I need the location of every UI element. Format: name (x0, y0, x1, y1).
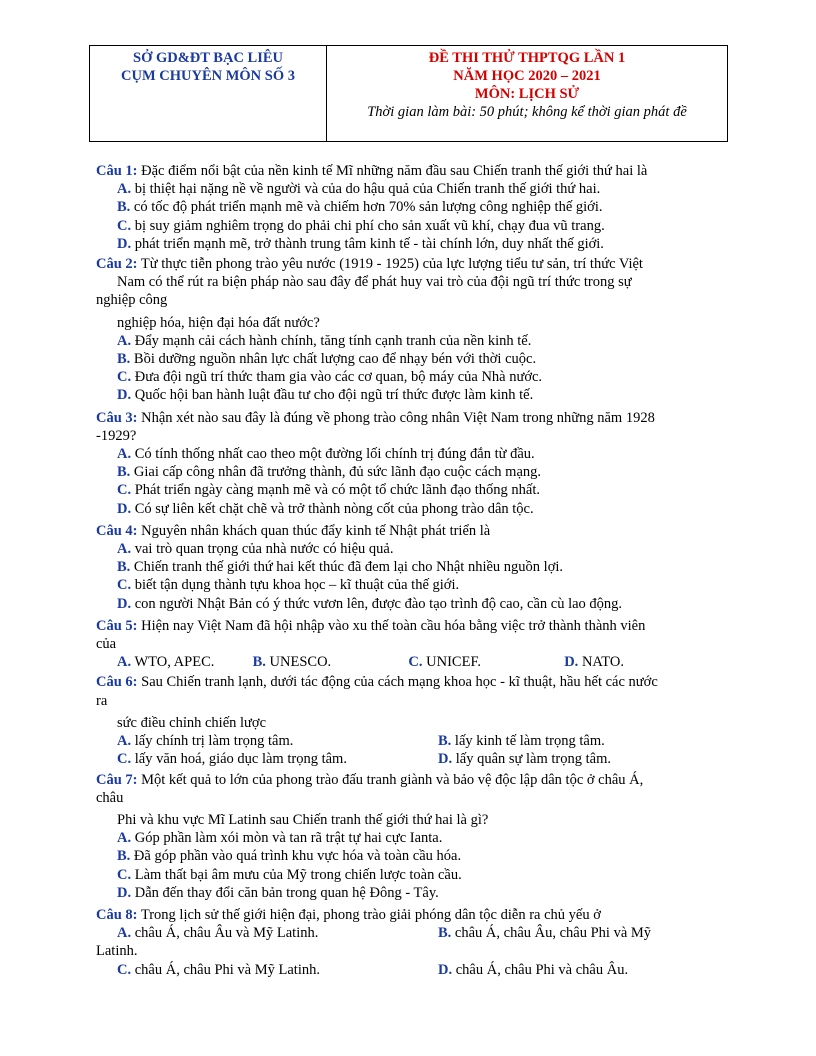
option-text: Đã góp phần vào quá trình khu vực hóa và toàn cầu hóa. (133, 848, 462, 865)
option-label: D. (564, 654, 579, 671)
question-text: Nhận xét nào sau đây là đúng về phong trào công nhân Việt Nam trong những năm 1928 (141, 409, 655, 426)
question-text-line: châu (96, 789, 124, 806)
option-text: có tốc độ phát triển mạnh mẽ và chiếm hơn 70% sản lượng công nghiệp thế giới. (133, 199, 603, 216)
exam-info (327, 46, 727, 141)
question-stem (96, 771, 720, 789)
question-number: Câu 5: (96, 617, 138, 634)
option-text: Phát triển ngày càng mạnh mẽ và có một tổ chức lãnh đạo thống nhất. (134, 482, 541, 499)
option-text: Đẩy mạnh cải cách hành chính, tăng tính cạnh tranh của nền kinh tế. (134, 332, 532, 349)
option-text: Dẫn đến thay đổi căn bản trong quan hệ Đông - Tây. (134, 884, 439, 901)
option-text: Chiến tranh thế giới thứ hai kết thúc đã đem lại cho Nhật nhiều nguồn lợi. (133, 559, 564, 576)
option-label: C. (117, 369, 132, 386)
question-text-line: Nam có thể rút ra biện pháp nào sau đây để phát huy vai trò của đội ngũ trí thức trong sự (117, 274, 632, 291)
option-text: NATO. (581, 654, 624, 671)
option-a (96, 924, 438, 942)
question-number: Câu 2: (96, 256, 138, 273)
option-label: C. (117, 217, 132, 234)
question-text: Hiện nay Việt Nam đã hội nhập vào xu thế toàn cầu hóa bằng việc trở thành thành viên (141, 617, 646, 634)
department-name: SỞ GD&ĐT BẠC LIÊU (133, 50, 283, 66)
question (96, 673, 720, 768)
option-b (438, 924, 720, 942)
option-d (564, 653, 720, 671)
question (96, 409, 720, 518)
option-label: B. (438, 925, 452, 942)
option-label: D. (117, 884, 132, 901)
option-d (96, 386, 720, 404)
option-c (96, 961, 438, 979)
option-label: C. (117, 751, 132, 768)
option-text: lấy quân sự làm trọng tâm. (455, 751, 611, 768)
option-text: lấy kinh tế làm trọng tâm. (454, 733, 605, 750)
option-c (96, 481, 720, 499)
question (96, 255, 720, 405)
option-text: phát triển mạnh mẽ, trở thành trung tâm kinh tế - tài chính lớn, duy nhất thế giới. (134, 235, 604, 252)
option-text: Có sự liên kết chặt chẽ và trở thành nòng cốt của phong trào dân tộc. (134, 500, 534, 517)
subject: MÔN: LỊCH SỬ (474, 86, 580, 102)
option-b (253, 653, 409, 671)
option-label: D. (117, 235, 132, 252)
option-label: D. (438, 751, 453, 768)
option-text: UNESCO. (269, 654, 332, 671)
question-number: Câu 4: (96, 522, 138, 539)
option-text: châu Á, châu Âu và Mỹ Latinh. (134, 925, 319, 942)
question-text-line: của (96, 636, 117, 653)
option-label: C. (117, 866, 132, 883)
question (96, 617, 720, 672)
option-label: A. (117, 446, 132, 463)
option-b (438, 732, 720, 750)
option-b-wrap: Latinh. (96, 943, 138, 960)
option-text: châu Á, châu Phi và châu Âu. (455, 961, 629, 978)
option-label: B. (252, 654, 266, 671)
option-a (96, 332, 720, 350)
option-b (96, 350, 720, 368)
option-label: B. (117, 464, 131, 481)
option-text: châu Á, châu Âu, châu Phi và Mỹ (454, 925, 652, 942)
question-text-line: nghiệp hóa, hiện đại hóa đất nước? (117, 314, 320, 331)
option-d (438, 750, 720, 768)
option-text: bị suy giảm nghiêm trọng do phải chi phí cho sản xuất vũ khí, chạy đua vũ trang. (134, 217, 605, 234)
option-a (96, 829, 720, 847)
option-d (96, 884, 720, 902)
exam-header (89, 45, 728, 142)
option-label: D. (117, 595, 132, 612)
question-text-line: sức điều chỉnh chiến lược (117, 714, 267, 731)
school-year: NĂM HỌC 2020 – 2021 (453, 68, 601, 84)
option-b (96, 847, 720, 865)
question-stem (96, 906, 720, 924)
option-a (96, 653, 253, 671)
question-list (96, 160, 720, 979)
option-b (96, 198, 720, 216)
option-label: B. (117, 351, 131, 368)
option-b (96, 463, 720, 481)
question (96, 162, 720, 253)
question-text: Nguyên nhân khách quan thúc đẩy kinh tế Nhật phát triển là (141, 522, 491, 539)
option-label: A. (117, 830, 132, 847)
option-label: C. (117, 961, 132, 978)
question-number: Câu 8: (96, 906, 138, 923)
option-row (96, 750, 720, 768)
time-note: Thời gian làm bài: 50 phút; không kể thời gian phát đề (367, 104, 687, 120)
question-number: Câu 1: (96, 163, 138, 179)
question-stem (96, 522, 720, 540)
question-stem (96, 617, 720, 635)
option-b (96, 558, 720, 576)
question-stem (96, 673, 720, 691)
option-c (96, 576, 720, 594)
question-text-line: -1929? (96, 427, 137, 444)
option-text: châu Á, châu Phi và Mỹ Latinh. (134, 961, 320, 978)
option-text: bị thiệt hại nặng nề về người và của do hậu quả của Chiến tranh thế giới thứ hai. (134, 181, 601, 198)
question (96, 906, 720, 979)
option-text: biết tận dụng thành tựu khoa học – kĩ thuật của thế giới. (134, 577, 460, 594)
option-label: B. (117, 199, 131, 216)
question (96, 771, 720, 902)
option-a (96, 180, 720, 198)
question-text: Đặc điểm nổi bật của nền kinh tế Mĩ những năm đầu sau Chiến tranh thế giới thứ hai là (141, 163, 648, 179)
option-text: Làm thất bại âm mưu của Mỹ trong chiến lược toàn cầu. (134, 866, 462, 883)
option-row (96, 653, 720, 671)
question-text-line: Phi và khu vực Mĩ Latinh sau Chiến tranh thế giới thứ hai là gì? (117, 811, 489, 828)
option-label: B. (117, 559, 131, 576)
option-text: Quốc hội ban hành luật đầu tư cho đội ngũ trí thức được làm kinh tế. (134, 387, 534, 404)
option-c (96, 750, 438, 768)
option-label: D. (117, 500, 132, 517)
cluster-name: CỤM CHUYÊN MÔN SỐ 3 (121, 68, 295, 84)
option-label: C. (117, 577, 132, 594)
option-a (96, 732, 438, 750)
option-c (408, 653, 564, 671)
option-label: A. (117, 925, 132, 942)
question-number: Câu 7: (96, 771, 138, 788)
option-label: C. (408, 654, 423, 671)
option-text: Góp phần làm xói mòn và tan rã trật tự hai cực Ianta. (134, 830, 443, 847)
option-label: C. (117, 482, 132, 499)
option-label: D. (438, 961, 453, 978)
option-text: Bồi dưỡng nguồn nhân lực chất lượng cao để nhạy bén với thời cuộc. (133, 351, 537, 368)
option-c (96, 368, 720, 386)
question-stem (96, 255, 720, 273)
question-text: Một kết quả to lớn của phong trào đấu tranh giành và bảo vệ độc lập dân tộc ở châu Á, (141, 771, 644, 788)
option-row (96, 732, 720, 750)
option-label: A. (117, 181, 132, 198)
option-a (96, 540, 720, 558)
option-text: WTO, APEC. (134, 654, 215, 671)
option-c (96, 217, 720, 235)
option-text: Giai cấp công nhân đã trưởng thành, đủ sức lãnh đạo cuộc cách mạng. (133, 464, 542, 481)
option-row (96, 961, 720, 979)
option-label: B. (117, 848, 131, 865)
option-text: UNICEF. (426, 654, 481, 671)
option-row (96, 924, 720, 942)
option-text: Có tính thống nhất cao theo một đường lối chính trị đúng đắn từ đầu. (134, 446, 535, 463)
option-label: A. (117, 733, 132, 750)
option-label: A. (117, 654, 132, 671)
option-text: lấy chính trị làm trọng tâm. (134, 733, 294, 750)
option-a (96, 445, 720, 463)
option-d (96, 500, 720, 518)
question-text: Sau Chiến tranh lạnh, dưới tác động của cách mạng khoa học - kĩ thuật, hầu hết các nước (141, 674, 658, 691)
option-label: B. (438, 733, 452, 750)
option-label: A. (117, 541, 132, 558)
question-text: Trong lịch sử thế giới hiện đại, phong trào giải phóng dân tộc diễn ra chủ yếu ở (140, 906, 601, 923)
option-text: Đưa đội ngũ trí thức tham gia vào các cơ quan, bộ máy của Nhà nước. (134, 369, 543, 386)
option-text: lấy văn hoá, giáo dục làm trọng tâm. (134, 751, 347, 768)
question-text-line: nghiệp công (96, 292, 168, 309)
option-d (438, 961, 720, 979)
question-number: Câu 6: (96, 674, 138, 691)
option-label: D. (117, 387, 132, 404)
question (96, 522, 720, 613)
question-stem (96, 409, 720, 427)
option-d (96, 235, 720, 253)
exam-title: ĐỀ THI THỬ THPTQG LẦN 1 (428, 50, 626, 66)
option-c (96, 866, 720, 884)
question-stem (96, 162, 720, 180)
option-text: con người Nhật Bản có ý thức vươn lên, được đào tạo trình độ cao, cần cù lao động. (134, 595, 623, 612)
question-text-line: ra (96, 692, 108, 709)
option-text: vai trò quan trọng của nhà nước có hiệu quả. (134, 541, 394, 558)
question-number: Câu 3: (96, 409, 138, 426)
school-info (90, 46, 327, 141)
option-label: A. (117, 332, 132, 349)
option-d (96, 595, 720, 613)
question-text: Từ thực tiễn phong trào yêu nước (1919 - 1925) của lực lượng tiểu tư sản, trí thức Việt (140, 256, 643, 273)
